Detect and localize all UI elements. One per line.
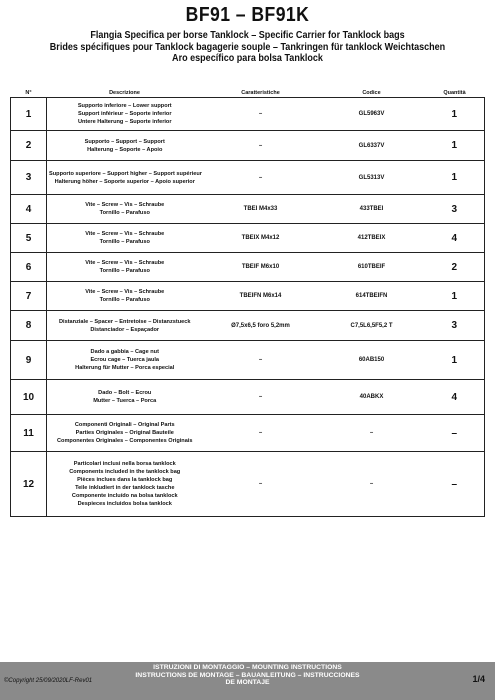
table-body xyxy=(11,98,485,517)
description-line: Parties Originales – Original Bauteile xyxy=(75,430,174,436)
page-number: 1/4 xyxy=(472,674,485,684)
row-description xyxy=(47,452,203,517)
description-line: Vite – Screw – Vis – Schraube xyxy=(85,260,165,266)
row-description xyxy=(47,253,203,282)
description-line: Componente incluído na bolsa tanklock xyxy=(71,493,178,499)
row-description xyxy=(47,311,203,341)
document-subtitles xyxy=(35,30,461,65)
row-characteristics: – xyxy=(203,452,319,517)
row-description xyxy=(47,224,203,253)
description-line: Tornillo – Parafuso xyxy=(99,268,150,274)
description-line: Untere Halterung – Suporte inferior xyxy=(77,119,172,125)
row-number: 3 xyxy=(11,161,47,195)
row-code: GL5313V xyxy=(319,161,425,195)
subtitle-line: Flangia Specifica per borse Tanklock – Specific Carrier for Tanklock bags xyxy=(90,29,405,41)
table-header-row xyxy=(11,88,485,98)
row-number: 4 xyxy=(11,195,47,224)
description-line: Ecrou cage – Tuerca jaula xyxy=(90,357,160,363)
table-row xyxy=(11,452,485,517)
row-description xyxy=(47,341,203,380)
row-number: 10 xyxy=(11,380,47,415)
table-row xyxy=(11,98,485,131)
row-description xyxy=(47,415,203,452)
row-characteristics: – xyxy=(203,415,319,452)
row-number: 7 xyxy=(11,282,47,311)
row-code: GL6337V xyxy=(319,131,425,161)
row-description xyxy=(47,161,203,195)
row-quantity: 2 xyxy=(425,253,485,282)
table-row xyxy=(11,282,485,311)
row-characteristics: TBEIFN M6x14 xyxy=(203,282,319,311)
description-line: Particolari inclusi nella borsa tanklock xyxy=(73,461,176,467)
row-description xyxy=(47,380,203,415)
description-line: Tornillo – Parafuso xyxy=(99,297,150,303)
row-code: – xyxy=(319,415,425,452)
row-characteristics: – xyxy=(203,161,319,195)
copyright-text: ©Copyright 25/09/2020LF-Rev01 xyxy=(4,678,93,684)
row-code: 40ABKX xyxy=(319,380,425,415)
table-row xyxy=(11,380,485,415)
row-number: 9 xyxy=(11,341,47,380)
row-characteristics: – xyxy=(203,98,319,131)
header-code: Codice xyxy=(319,88,425,98)
row-quantity: 1 xyxy=(425,282,485,311)
row-number: 8 xyxy=(11,311,47,341)
description-line: Vite – Screw – Vis – Schraube xyxy=(85,231,165,237)
description-line: Componentes Originales – Componentes Originais xyxy=(56,438,193,444)
row-characteristics: TBEIX M4x12 xyxy=(203,224,319,253)
row-description xyxy=(47,98,203,131)
row-quantity: 1 xyxy=(425,98,485,131)
row-quantity: 3 xyxy=(425,195,485,224)
header-characteristics: Caratteristiche xyxy=(203,88,319,98)
table-row xyxy=(11,311,485,341)
description-line: Pièces inclues dans la tanklock bag xyxy=(77,477,173,483)
description-line: Mutter – Tuerca – Porca xyxy=(93,398,157,404)
parts-table xyxy=(10,88,485,517)
description-line: Despieces incluidos bolsa tanklock xyxy=(77,501,172,507)
table-row xyxy=(11,253,485,282)
footer-instructions-line: INSTRUCTIONS DE MONTAGE – BAUANLEITUNG – INSTRUCCIONES xyxy=(135,671,360,679)
description-line: Vite – Screw – Vis – Schraube xyxy=(85,202,165,208)
footer-bar xyxy=(0,662,495,700)
table-row xyxy=(11,131,485,161)
description-line: Vite – Screw – Vis – Schraube xyxy=(85,289,165,295)
description-line: Dado – Bolt – Ecrou xyxy=(98,390,152,396)
row-characteristics: – xyxy=(203,380,319,415)
row-characteristics: Ø7,5x6,5 foro 5,2mm xyxy=(203,311,319,341)
row-quantity: 1 xyxy=(425,341,485,380)
description-line: Components included in the tanklock bag xyxy=(69,469,181,475)
table-row xyxy=(11,415,485,452)
description-line: Distanciador – Espaçador xyxy=(90,326,160,333)
subtitle-line: Aro específico para bolsa Tanklock xyxy=(172,52,323,64)
description-line: Tornillo – Parafuso xyxy=(99,210,150,216)
footer-instructions-line: ISTRUZIONI DI MONTAGGIO – MOUNTING INSTRUCTIONS xyxy=(153,664,342,671)
row-number: 1 xyxy=(11,98,47,131)
row-quantity: 3 xyxy=(425,311,485,341)
description-line: Supporto – Support – Support xyxy=(84,138,165,145)
row-number: 2 xyxy=(11,131,47,161)
row-characteristics: TBEIF M6x10 xyxy=(203,253,319,282)
row-code: 614TBEIFN xyxy=(319,282,425,311)
row-number: 11 xyxy=(11,415,47,452)
description-line: Supporto inferiore – Lower support xyxy=(77,103,172,109)
row-quantity: 1 xyxy=(425,161,485,195)
description-line: Halterung für Mutter – Porca especial xyxy=(75,365,175,371)
description-line: Support inférieur – Soporte inferior xyxy=(77,111,172,117)
row-characteristics: TBEI M4x33 xyxy=(203,195,319,224)
row-description xyxy=(47,195,203,224)
row-code: C7,5L6,5F5,2 T xyxy=(319,311,425,341)
row-characteristics: – xyxy=(203,131,319,161)
header-quantity: Quantità xyxy=(425,88,485,98)
row-quantity: 4 xyxy=(425,224,485,253)
subtitle-line: Brides spécifiques pour Tanklock bagagerie souple – Tankringen für tanklock Weichtaschen xyxy=(49,40,446,53)
header-description: Descrizione xyxy=(47,88,203,98)
row-quantity: – xyxy=(425,452,485,517)
row-code: 412TBEIX xyxy=(319,224,425,253)
description-line: Distanziale – Spacer – Entretoise – Distanzstueck xyxy=(58,318,191,325)
row-code: – xyxy=(319,452,425,517)
row-description xyxy=(47,131,203,161)
row-code: 60AB150 xyxy=(319,341,425,380)
table-row xyxy=(11,341,485,380)
header-number: N° xyxy=(11,88,47,98)
row-quantity: 1 xyxy=(425,131,485,161)
row-code: GL5963V xyxy=(319,98,425,131)
description-line: Teile inkludiert in der tanklock tasche xyxy=(75,485,175,491)
description-line: Supporto superiore – Support higher – Support supérieur xyxy=(49,170,202,177)
row-number: 5 xyxy=(11,224,47,253)
row-quantity: 4 xyxy=(425,380,485,415)
row-number: 6 xyxy=(11,253,47,282)
footer-instructions-line: DE MONTAJE xyxy=(225,679,270,687)
row-code: 610TBEIF xyxy=(319,253,425,282)
table-row xyxy=(11,195,485,224)
description-line: Componenti Originali – Original Parts xyxy=(74,422,175,428)
row-description xyxy=(47,282,203,311)
description-line: Halterung – Soporte – Apoio xyxy=(87,146,163,153)
description-line: Dado a gabbia – Cage nut xyxy=(90,349,159,355)
table-row xyxy=(11,161,485,195)
document-title: BF91 – BF91K xyxy=(185,4,310,26)
row-quantity: – xyxy=(425,415,485,452)
description-line: Tornillo – Parafuso xyxy=(99,239,150,245)
description-line: Halterung höher – Soporte superior – Apoio superior xyxy=(54,178,195,185)
row-code: 433TBEI xyxy=(319,195,425,224)
row-number: 12 xyxy=(11,452,47,517)
row-characteristics: – xyxy=(203,341,319,380)
table-row xyxy=(11,224,485,253)
